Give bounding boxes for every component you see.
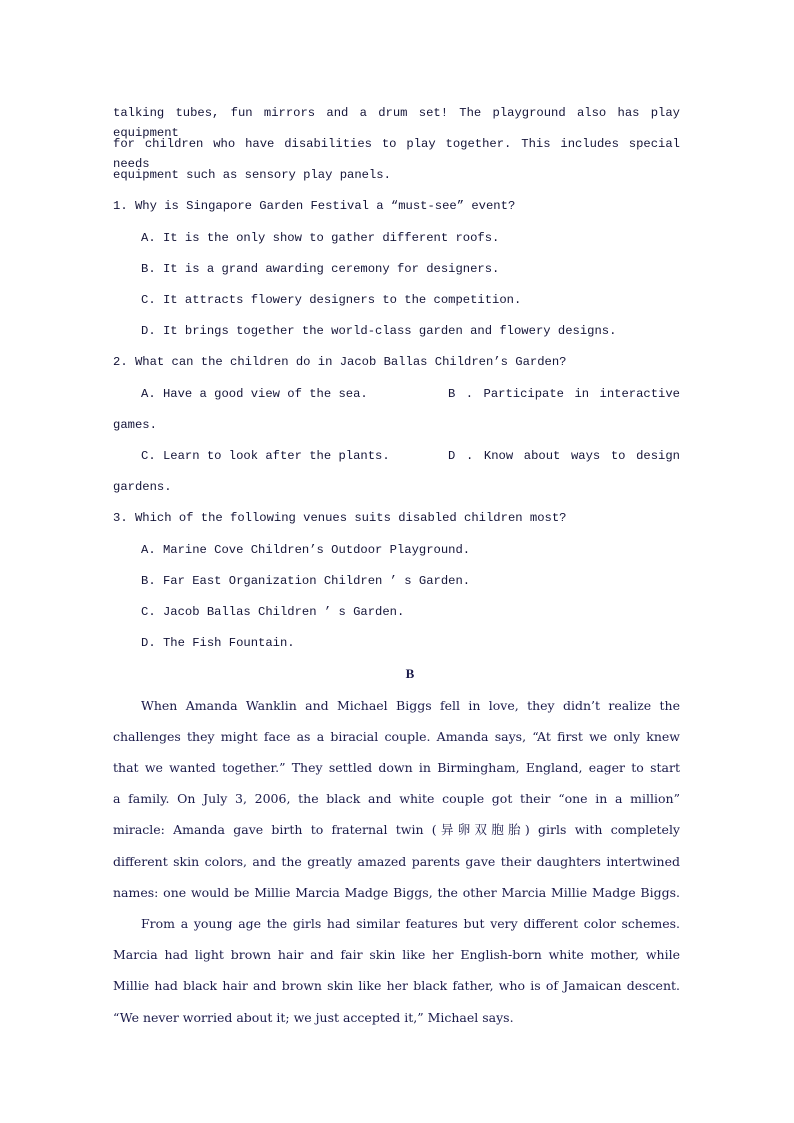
question-2-option-d: D . Know about ways to design bbox=[448, 449, 680, 463]
passage-b-p2-line-4: “We never worried about it; we just accepted it,” Michael says. bbox=[113, 1010, 514, 1025]
question-2-option-c: C. Learn to look after the plants. bbox=[141, 449, 390, 463]
question-1-stem: 1. Why is Singapore Garden Festival a “must-see” event? bbox=[113, 199, 516, 213]
question-2-option-b: B . Participate in interactive bbox=[448, 387, 680, 401]
passage-b-p1-line-3: that we wanted together.” They settled down in Birmingham, England, eager to start bbox=[113, 760, 680, 775]
passage-b-p1-line-4: a family. On July 3, 2006, the black and white couple got their “one in a million” bbox=[113, 791, 680, 806]
question-1-option-b: B. It is a grand awarding ceremony for designers. bbox=[141, 262, 500, 276]
question-1-option-a: A. It is the only show to gather different roofs. bbox=[141, 231, 500, 245]
question-2-option-d-continued: gardens. bbox=[113, 480, 172, 494]
passage-b-p2-line-1: From a young age the girls had similar features but very different color schemes. bbox=[141, 916, 680, 931]
intro-line-3: equipment such as sensory play panels. bbox=[113, 168, 391, 182]
question-3-stem: 3. Which of the following venues suits disabled children most? bbox=[113, 511, 567, 525]
passage-b-p1-line-2: challenges they might face as a biracial couple. Amanda says, “At first we only knew bbox=[113, 729, 680, 744]
question-3-option-c: C. Jacob Ballas Children ’ s Garden. bbox=[141, 605, 405, 619]
question-2-option-a: A. Have a good view of the sea. bbox=[141, 387, 368, 401]
question-2-stem: 2. What can the children do in Jacob Ballas Children’s Garden? bbox=[113, 355, 567, 369]
intro-line-1: talking tubes, fun mirrors and a drum set! The playground also has play equipment bbox=[113, 106, 680, 140]
question-1-option-c: C. It attracts flowery designers to the competition. bbox=[141, 293, 522, 307]
question-1-option-d: D. It brings together the world-class garden and flowery designs. bbox=[141, 324, 617, 338]
passage-b-p1-line-6: different skin colors, and the greatly amazed parents gave their daughters intertwined bbox=[113, 854, 680, 869]
passage-b-p2-line-2: Marcia had light brown hair and fair skin like her English-born white mother, while bbox=[113, 947, 680, 962]
passage-b-p2-line-3: Millie had black hair and brown skin like her black father, who is of Jamaican descent. bbox=[113, 978, 680, 993]
intro-line-2: for children who have disabilities to play together. This includes special needs bbox=[113, 137, 680, 171]
question-3-option-a: A. Marine Cove Children’s Outdoor Playground. bbox=[141, 543, 471, 557]
passage-b-p1-line-5: miracle: Amanda gave birth to fraternal twin (异卵双胞胎) girls with completely bbox=[113, 822, 680, 837]
question-2-option-b-continued: games. bbox=[113, 418, 157, 432]
section-heading: B bbox=[405, 666, 415, 681]
passage-b-p1-line-7: names: one would be Millie Marcia Madge Biggs, the other Marcia Millie Madge Biggs. bbox=[113, 885, 680, 900]
question-3-option-b: B. Far East Organization Children ’ s Garden. bbox=[141, 574, 471, 588]
passage-b-p1-line-1: When Amanda Wanklin and Michael Biggs fell in love, they didn’t realize the bbox=[141, 698, 680, 713]
question-3-option-d: D. The Fish Fountain. bbox=[141, 636, 295, 650]
